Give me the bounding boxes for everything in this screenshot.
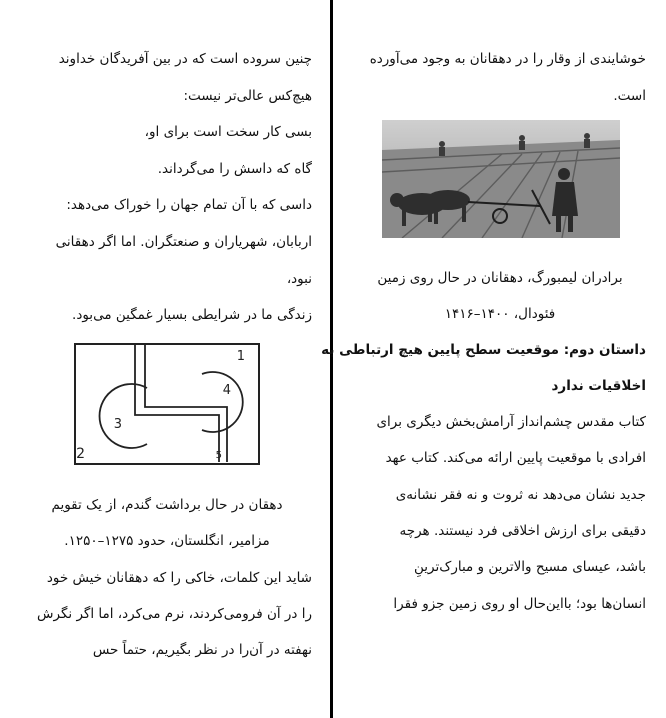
text-line: جدید نشان می‌دهد نه ثروت و نه فقر نشانه‌ی — [395, 487, 646, 503]
plowing-illustration-svg — [382, 120, 620, 238]
text-line: دقیقی برای ارزش اخلاقی فرد نیستند. هرچه — [399, 523, 646, 539]
plowing-illustration — [382, 120, 620, 238]
section-heading: داستان دوم: موقعیت سطح پایین هیچ ارتباطی به — [321, 342, 646, 358]
diagram-label-3: 3 — [113, 417, 122, 432]
figure-caption: مزامیر، انگلستان، حدود ۱۲۷۵–۱۲۵۰. — [64, 533, 270, 549]
text-line: گاه که داسش را می‌گرداند. — [157, 161, 312, 177]
section-heading: اخلاقیات ندارد — [551, 378, 646, 394]
field-diagram — [69, 340, 265, 470]
figure-caption: فئودال، ۱۴۰۰–۱۴۱۶ — [444, 306, 556, 322]
text-line: چنین سروده است که در بین آفریدگان خداوند — [58, 51, 312, 67]
text-line: شاید این کلمات، خاکی را که دهقانان خیش خود — [46, 570, 312, 586]
text-line: کتاب مقدس چشم‌انداز آرامش‌بخش دیگری برای — [376, 414, 646, 430]
text-line: اربابان، شهریاران و صنعتگران. اما اگر دهقانی — [55, 234, 312, 250]
figure-caption: دهقان در حال برداشت گندم، از یک تقویم — [51, 497, 283, 513]
diagram-label-4: 4 — [222, 383, 231, 398]
diagram-label-2: 2 — [76, 446, 85, 462]
diagram-label-1: 1 — [236, 349, 245, 364]
text-line: است. — [613, 88, 646, 104]
text-line: بسی کار سخت است برای او، — [144, 124, 312, 140]
text-line: باشد، عیسای مسیح والاترین و مبارک‌ترینِ — [414, 559, 646, 575]
text-line: خوشایندی از وقار را در دهقانان به وجود می‌آورده — [369, 51, 646, 67]
figure-caption: برادران لیمبورگ، دهقانان در حال روی زمین — [377, 270, 623, 286]
text-line: نبود، — [286, 271, 312, 287]
text-line: افرادی با موقعیت پایین ارائه می‌کند. کتاب عهد — [385, 450, 646, 466]
text-line: انسان‌ها بود؛ بااین‌حال او روی زمین جزو فقرا — [393, 596, 646, 612]
text-line: را در آن فرومی‌کردند، نرم می‌کرد، اما اگر نگرش — [37, 606, 312, 622]
diagram-label-5: 5 — [215, 450, 222, 461]
text-line: نهفته در آن‌را در نظر بگیریم، حتماً حس — [92, 642, 312, 658]
text-line: هیچ‌کس عالی‌تر نیست: — [183, 88, 312, 104]
field-diagram-figure — [69, 340, 265, 470]
text-line: داسی که با آن تمام جهان را خوراک می‌دهد: — [66, 197, 312, 213]
text-line: زندگی ما در شرایطی بسیار غمگین می‌بود. — [72, 307, 312, 323]
